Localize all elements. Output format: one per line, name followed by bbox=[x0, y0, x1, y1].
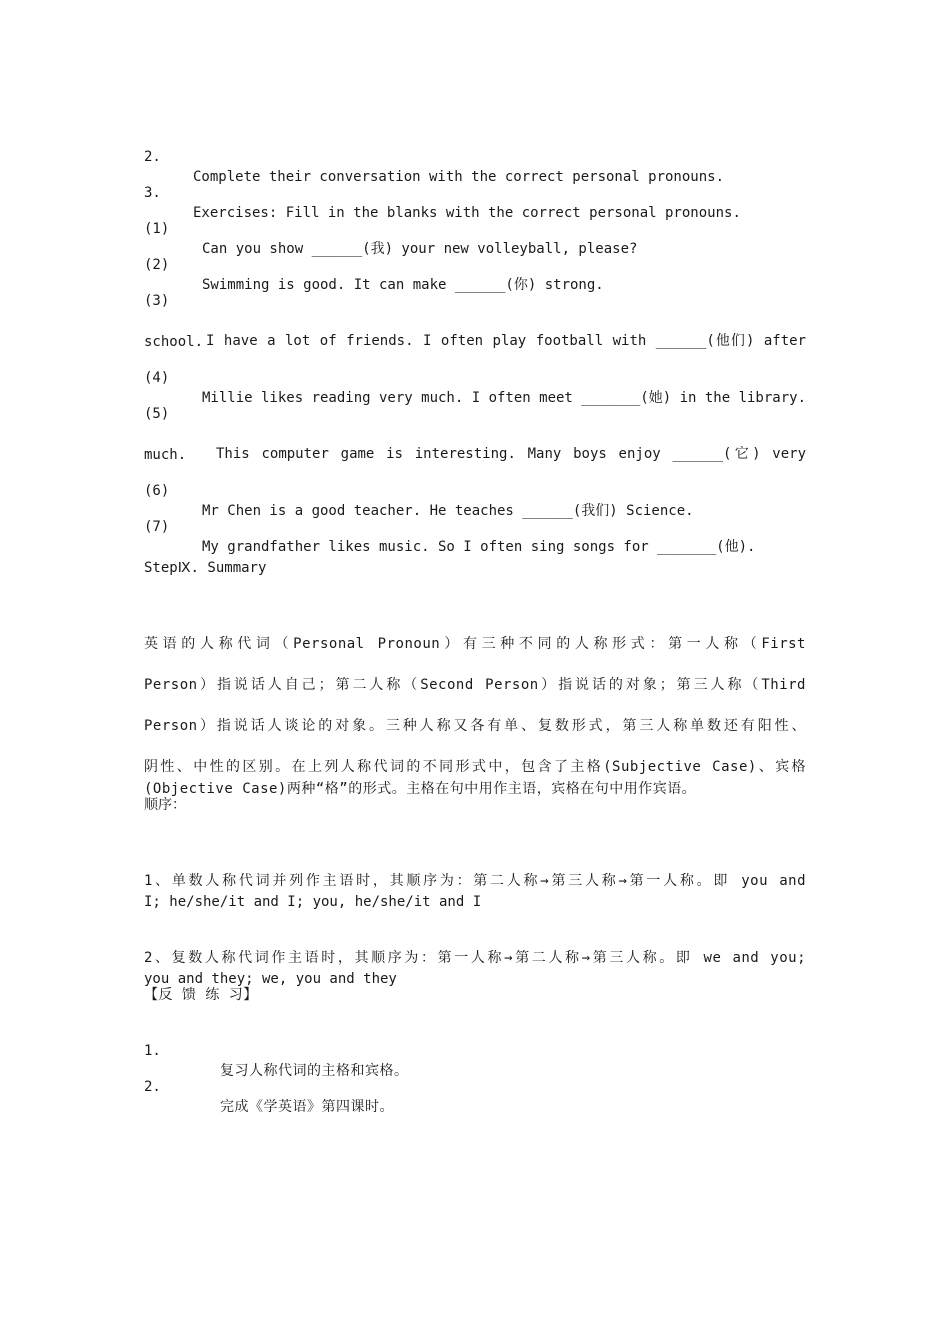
item-text: Complete their conversation with the correct personal pronouns. bbox=[193, 169, 725, 185]
summary-text: 阴性、中性的区别。在上列人称代词的不同形式中，包含了主格(Subjective Case)、宾格 bbox=[144, 759, 806, 775]
exercise-text: Swimming is good. It can make ______(你) strong. bbox=[202, 277, 604, 293]
item-number: 3. bbox=[144, 185, 161, 201]
feedback-text: 完成《学英语》第四课时。 bbox=[220, 1099, 394, 1115]
exercise-number: (6) bbox=[144, 483, 170, 499]
summary-text: Person）指说话人谈论的对象。三种人称又各有单、复数形式，第三人称单数还有阳性、 bbox=[144, 718, 806, 734]
exercise-number: (1) bbox=[144, 221, 170, 237]
exercise-text-continued: school. bbox=[144, 334, 204, 350]
feedback-number: 1. bbox=[144, 1043, 161, 1059]
summary-text: Person）指说话人自己；第二人称（Second Person）指说话的对象；第三人称（Third bbox=[144, 677, 806, 693]
item-number: 2. bbox=[144, 149, 161, 165]
order-text: I; he/she/it and I; you, he/she/it and I bbox=[144, 894, 482, 910]
exercise-text: Mr Chen is a good teacher. He teaches ______(我们) Science. bbox=[202, 503, 694, 519]
item-text: Exercises: Fill in the blanks with the correct personal pronouns. bbox=[193, 205, 741, 221]
exercise-text-continued: much. bbox=[144, 447, 187, 463]
order-text: you and they; we, you and they bbox=[144, 971, 397, 987]
exercise-number: (2) bbox=[144, 257, 170, 273]
exercise-text: This computer game is interesting. Many boys enjoy ______(它) very bbox=[216, 446, 806, 462]
exercise-number: (5) bbox=[144, 406, 170, 422]
order-text: 1、单数人称代词并列作主语时，其顺序为：第二人称→第三人称→第一人称。即 you and bbox=[144, 873, 806, 889]
order-text: 2、复数人称代词作主语时，其顺序为：第一人称→第二人称→第三人称。即 we and you; bbox=[144, 950, 806, 966]
exercise-text: Can you show ______(我) your new volleyball, please? bbox=[202, 241, 638, 257]
order-label: 顺序： bbox=[144, 797, 186, 813]
summary-heading: StepⅨ. Summary bbox=[144, 560, 267, 576]
summary-text: (Objective Case)两种“格”的形式。主格在句中用作主语，宾格在句中用作宾语。 bbox=[144, 781, 697, 797]
exercise-number: (4) bbox=[144, 370, 170, 386]
feedback-number: 2. bbox=[144, 1079, 161, 1095]
exercise-number: (7) bbox=[144, 519, 170, 535]
feedback-heading: 【反 馈 练 习】 bbox=[144, 987, 258, 1003]
exercise-number: (3) bbox=[144, 293, 170, 309]
summary-text: 英语的人称代词（Personal Pronoun）有三种不同的人称形式：第一人称（First bbox=[144, 636, 806, 652]
exercise-text: Millie likes reading very much. I often meet _______(她) in the library. bbox=[202, 390, 807, 406]
exercise-text: I have a lot of friends. I often play football with ______(他们) after bbox=[206, 333, 806, 349]
feedback-text: 复习人称代词的主格和宾格。 bbox=[220, 1063, 409, 1079]
exercise-text: My grandfather likes music. So I often sing songs for _______(他). bbox=[202, 539, 756, 555]
